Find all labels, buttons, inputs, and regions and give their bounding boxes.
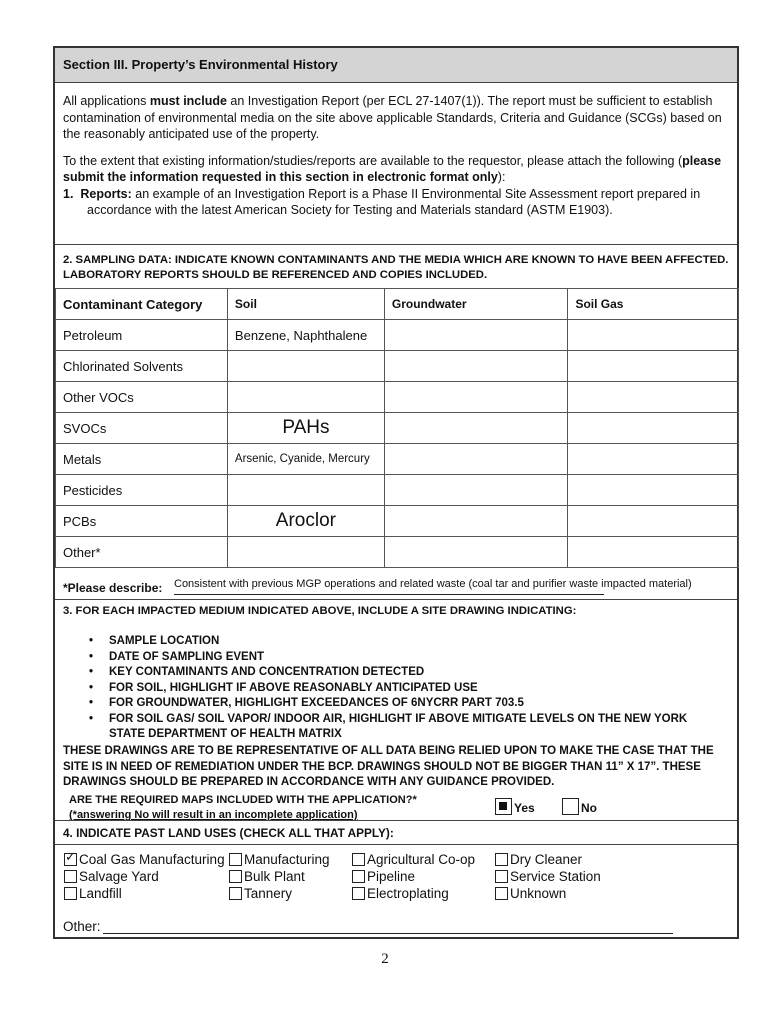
- divider: [55, 820, 737, 821]
- land-use-pipeline[interactable]: [352, 869, 415, 884]
- land-use-label: Landfill: [79, 886, 122, 901]
- land-use-label: Tannery: [244, 886, 293, 901]
- soil-field[interactable]: [227, 382, 384, 413]
- other-row: [55, 918, 737, 936]
- checkbox[interactable]: [495, 853, 508, 866]
- land-use-electroplating[interactable]: [352, 886, 449, 901]
- land-use-salvage-yard[interactable]: [64, 869, 159, 884]
- land-use-label: Agricultural Co-op: [367, 852, 476, 867]
- application-form-section-3: [53, 46, 739, 939]
- soil-field[interactable]: [227, 537, 384, 568]
- maps-question: ARE THE REQUIRED MAPS INCLUDED WITH THE APPLICATION?*: [69, 794, 417, 806]
- table-row: [56, 351, 739, 382]
- land-use-dry-cleaner[interactable]: [495, 852, 582, 867]
- table-row: [56, 413, 739, 444]
- land-use-label: Pipeline: [367, 869, 416, 884]
- sampling-header: 2. SAMPLING DATA: INDICATE KNOWN CONTAMINANTS AND THE MEDIA WHICH ARE KNOWN TO HAVE BEEN AFFECTED. LABORATORY REPORTS SHOULD BE REFERENCED AND COPIES INCLUDED.: [63, 254, 729, 281]
- list-item: • DATE OF SAMPLING EVENT: [109, 650, 717, 666]
- no-option[interactable]: [562, 798, 597, 815]
- page-number: 2: [381, 951, 389, 967]
- soil-gas-field[interactable]: [568, 320, 739, 351]
- land-use-unknown[interactable]: [495, 886, 566, 901]
- intro-item-reports: 1. Reports: an example of an Investigation Report is a Phase II Environmental Site Assessment report prepared in accordance with the latest American Society for Testing and Materials standard (ASTM E1903).: [63, 186, 701, 217]
- intro-paragraph-2: To the extent that existing information/studies/reports are available to the requestor, please attach the following (please submit the information requested in this section in electronic format only):: [63, 153, 722, 184]
- describe-row: [55, 576, 737, 598]
- land-use-label: Coal Gas Manufacturing: [79, 852, 225, 867]
- table-row: [56, 537, 739, 568]
- sampling-table-header: [56, 289, 739, 320]
- no-checkbox[interactable]: [562, 798, 579, 815]
- land-use-label: Dry Cleaner: [510, 852, 583, 867]
- category-cell: Other*: [56, 537, 228, 568]
- soil-field[interactable]: PAHs: [227, 413, 384, 444]
- checkbox[interactable]: [495, 870, 508, 883]
- groundwater-field[interactable]: [384, 506, 568, 537]
- soil-gas-field[interactable]: [568, 506, 739, 537]
- checkbox[interactable]: [229, 870, 242, 883]
- soil-field[interactable]: Benzene, Naphthalene: [227, 320, 384, 351]
- yes-option[interactable]: [495, 798, 535, 815]
- table-row: [56, 382, 739, 413]
- land-uses-header: 4. INDICATE PAST LAND USES (CHECK ALL THAT APPLY):: [63, 826, 394, 840]
- land-use-manufacturing[interactable]: [229, 852, 330, 867]
- list-item: • FOR GROUNDWATER, HIGHLIGHT EXCEEDANCES OF 6NYCRR PART 703.5: [109, 696, 717, 712]
- land-use-label: Service Station: [510, 869, 601, 884]
- soil-gas-field[interactable]: [568, 382, 739, 413]
- land-uses-list: [55, 852, 737, 912]
- groundwater-field[interactable]: [384, 475, 568, 506]
- checkbox[interactable]: [229, 853, 242, 866]
- groundwater-field[interactable]: [384, 537, 568, 568]
- checkbox[interactable]: [229, 887, 242, 900]
- checkbox[interactable]: [352, 887, 365, 900]
- yes-label: Yes: [514, 801, 535, 815]
- intro-paragraph-1: All applications must include an Investigation Report (per ECL 27-1407(1)). The report must be sufficient to establish contamination of environmental media on the site above applicable Standards, Criteria and Guidance (SCGs) based on the reasonably anticipated use of the property.: [63, 94, 722, 141]
- drawing-header: 3. FOR EACH IMPACTED MEDIUM INDICATED ABOVE, INCLUDE A SITE DRAWING INDICATING:: [63, 605, 577, 617]
- land-use-label: Manufacturing: [244, 852, 330, 867]
- section-title: Section III. Property’s Environmental History: [55, 48, 737, 83]
- column-header-groundwater: Groundwater: [384, 289, 568, 320]
- category-cell: SVOCs: [56, 413, 228, 444]
- table-row: [56, 506, 739, 537]
- maps-question-note: (*answering No will result in an incomplete application): [69, 809, 358, 821]
- category-cell: Metals: [56, 444, 228, 475]
- divider: [55, 844, 737, 845]
- checkbox[interactable]: [64, 853, 77, 866]
- drawing-note: THESE DRAWINGS ARE TO BE REPRESENTATIVE OF ALL DATA BEING RELIED UPON TO MAKE THE CASE THAT THE SITE IS IN NEED OF REMEDIATION UNDER THE BCP. DRAWINGS SHOULD NOT BE BIGGER THAN 11” X 17”. THESE DRAWINGS SHOULD BE PREPARED IN ACCORDANCE WITH ANY GUIDANCE PROVIDED.: [63, 745, 714, 788]
- column-header-soil: Soil: [227, 289, 384, 320]
- column-header-category: Contaminant Category: [56, 289, 228, 320]
- soil-field[interactable]: [227, 351, 384, 382]
- land-use-agricultural-co-op[interactable]: [352, 852, 475, 867]
- land-use-landfill[interactable]: [64, 886, 122, 901]
- groundwater-field[interactable]: [384, 320, 568, 351]
- land-use-tannery[interactable]: [229, 886, 292, 901]
- table-row: [56, 475, 739, 506]
- category-cell: PCBs: [56, 506, 228, 537]
- drawing-bullets: [55, 634, 737, 743]
- category-cell: Petroleum: [56, 320, 228, 351]
- sampling-table: [55, 288, 739, 568]
- soil-gas-field[interactable]: [568, 537, 739, 568]
- soil-field[interactable]: [227, 475, 384, 506]
- table-row: [56, 444, 739, 475]
- soil-gas-field[interactable]: [568, 351, 739, 382]
- category-cell: Pesticides: [56, 475, 228, 506]
- groundwater-field[interactable]: [384, 413, 568, 444]
- list-item: • FOR SOIL, HIGHLIGHT IF ABOVE REASONABLY ANTICIPATED USE: [109, 681, 717, 697]
- land-use-coal-gas-manufacturing[interactable]: [64, 852, 225, 867]
- land-use-label: Bulk Plant: [244, 869, 305, 884]
- checkbox[interactable]: [352, 870, 365, 883]
- list-item: • FOR SOIL GAS/ SOIL VAPOR/ INDOOR AIR, HIGHLIGHT IF ABOVE MITIGATE LEVELS ON THE NEW YORK STATE DEPARTMENT OF HEALTH MATRIX: [109, 712, 717, 743]
- soil-gas-field[interactable]: [568, 444, 739, 475]
- soil-field[interactable]: Aroclor: [227, 506, 384, 537]
- groundwater-field[interactable]: [384, 351, 568, 382]
- category-cell: Chlorinated Solvents: [56, 351, 228, 382]
- groundwater-field[interactable]: [384, 382, 568, 413]
- land-use-bulk-plant[interactable]: [229, 869, 305, 884]
- divider: [55, 244, 737, 245]
- checkbox[interactable]: [64, 887, 77, 900]
- column-header-soil-gas: Soil Gas: [568, 289, 739, 320]
- no-label: No: [581, 801, 597, 815]
- land-use-label: Unknown: [510, 886, 567, 901]
- other-label: Other:: [63, 919, 101, 934]
- groundwater-field[interactable]: [384, 444, 568, 475]
- describe-field[interactable]: Consistent with previous MGP operations and related waste (coal tar and purifier waste impacted material): [174, 578, 692, 590]
- land-use-label: Salvage Yard: [79, 869, 159, 884]
- checkbox[interactable]: [64, 870, 77, 883]
- land-use-label: Electroplating: [367, 886, 449, 901]
- soil-gas-field[interactable]: [568, 475, 739, 506]
- divider: [55, 599, 737, 600]
- category-cell: Other VOCs: [56, 382, 228, 413]
- describe-label: *Please describe:: [63, 581, 163, 595]
- maps-question-row: [55, 792, 737, 821]
- list-item: • KEY CONTAMINANTS AND CONCENTRATION DETECTED: [109, 665, 717, 681]
- checkbox[interactable]: [495, 887, 508, 900]
- list-item: • SAMPLE LOCATION: [109, 634, 717, 650]
- other-field[interactable]: [103, 918, 673, 934]
- yes-checkbox[interactable]: [495, 798, 512, 815]
- checkbox[interactable]: [352, 853, 365, 866]
- intro-block: [55, 93, 737, 219]
- table-row: [56, 320, 739, 351]
- soil-field[interactable]: Arsenic, Cyanide, Mercury: [227, 444, 384, 475]
- soil-gas-field[interactable]: [568, 413, 739, 444]
- land-use-service-station[interactable]: [495, 869, 601, 884]
